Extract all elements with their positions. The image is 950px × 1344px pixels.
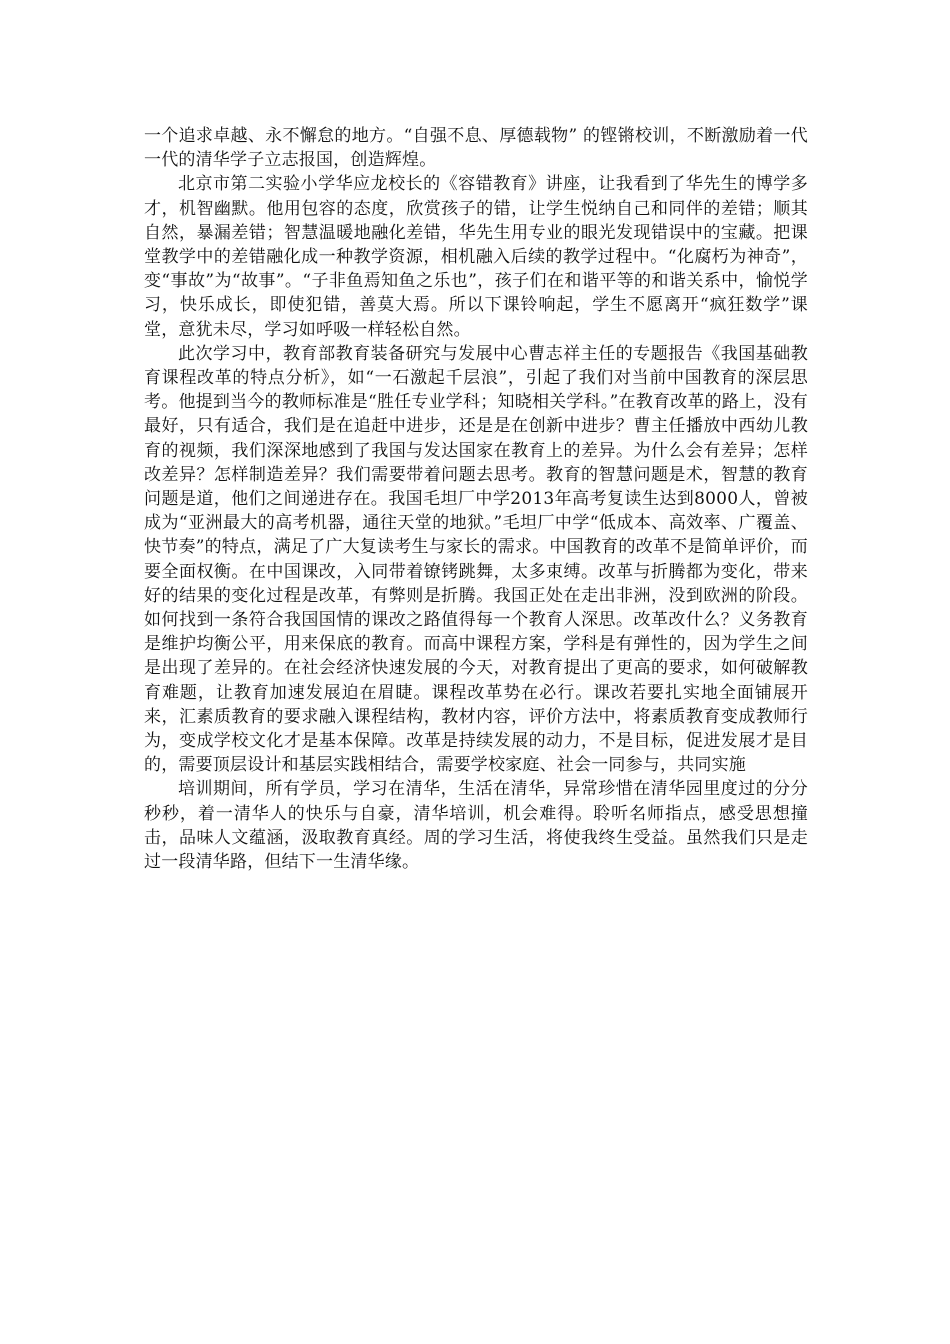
- paragraph-4: 培训期间，所有学员，学习在清华，生活在清华，异常珍惜在清华园里度过的分分秒秒，着一清华人的快乐与自豪，清华培训，机会难得。聆听名师指点，感受思想撞击，品味人文蕴涵，汲取教育真经。周的学习生活，将使我终生受益。虽然我们只是走过一段清华路，但结下一生清华缘。: [144, 779, 808, 873]
- paragraph-3: 此次学习中，教育部教育装备研究与发展中心曹志祥主任的专题报告《我国基础教育课程改革的特点分析》，如“一石激起千层浪”，引起了我们对当前中国教育的深层思考。他提到当今的教师标准是“胜任专业学科；知晓相关学科。”在教育改革的路上，没有最好，只有适合，我们是在追赶中进步，还是是在创新中进步？曹主任播放中西幼儿教育的视频，我们深深地感到了我国与发达国家在教育上的差异。为什么会有差异；怎样改差异？怎样制造差异？我们需要带着问题去思考。教育的智慧问题是术，智慧的教育问题是道，他们之间递进存在。我国毛坦厂中学2013年高考复读生达到8000人，曾被成为“亚洲最大的高考机器，通往天堂的地狱。”毛坦厂中学“低成本、高效率、广覆盖、快节奏”的特点，满足了广大复读考生与家长的需求。中国教育的改革不是简单评价，而要全面权衡。在中国课改，入同带着镣铐跳舞，太多束缚。改革与折腾都为变化，带来好的结果的变化过程是改革，有弊则是折腾。我国正处在走出非洲，没到欧洲的阶段。如何找到一条符合我国国情的课改之路值得每一个教育人深思。改革改什么？义务教育是维护均衡公平，用来保底的教育。而高中课程方案，学科是有弹性的，因为学生之间是出现了差异的。在社会经济快速发展的今天，对教育提出了更高的要求，如何破解教育难题，让教育加速发展迫在眉睫。课程改革势在必行。课改若要扎实地全面铺展开来，汇素质教育的要求融入课程结构，教材内容，评价方法中，将素质教育变成教师行为，变成学校文化才是基本保障。改革是持续发展的动力，不是目标，促进发展才是目的，需要顶层设计和基层实践相结合，需要学校家庭、社会一同参与，共同实施: [144, 343, 808, 776]
- paragraph-1: 一个追求卓越、永不懈怠的地方。“自强不息、厚德载物” 的铿锵校训，不断激励着一代一代的清华学子立志报国，创造辉煌。: [144, 126, 808, 171]
- document-body: [144, 124, 808, 874]
- paragraph-2: 北京市第二实验小学华应龙校长的《容错教育》讲座，让我看到了华先生的博学多才，机智幽默。他用包容的态度，欣赏孩子的错，让学生悦纳自己和同伴的差错；顺其自然，暴漏差错；智慧温暖地融化差错，华先生用专业的眼光发现错误中的宝藏。把课堂教学中的差错融化成一种教学资源，相机融入后续的教学过程中。“化腐朽为神奇”，变“事故”为“故事”。“子非鱼焉知鱼之乐也”，孩子们在和谐平等的和谐关系中，愉悦学习，快乐成长，即使犯错，善莫大焉。所以下课铃响起，学生不愿离开“疯狂数学”课堂，意犹未尽，学习如呼吸一样轻松自然。: [144, 174, 808, 340]
